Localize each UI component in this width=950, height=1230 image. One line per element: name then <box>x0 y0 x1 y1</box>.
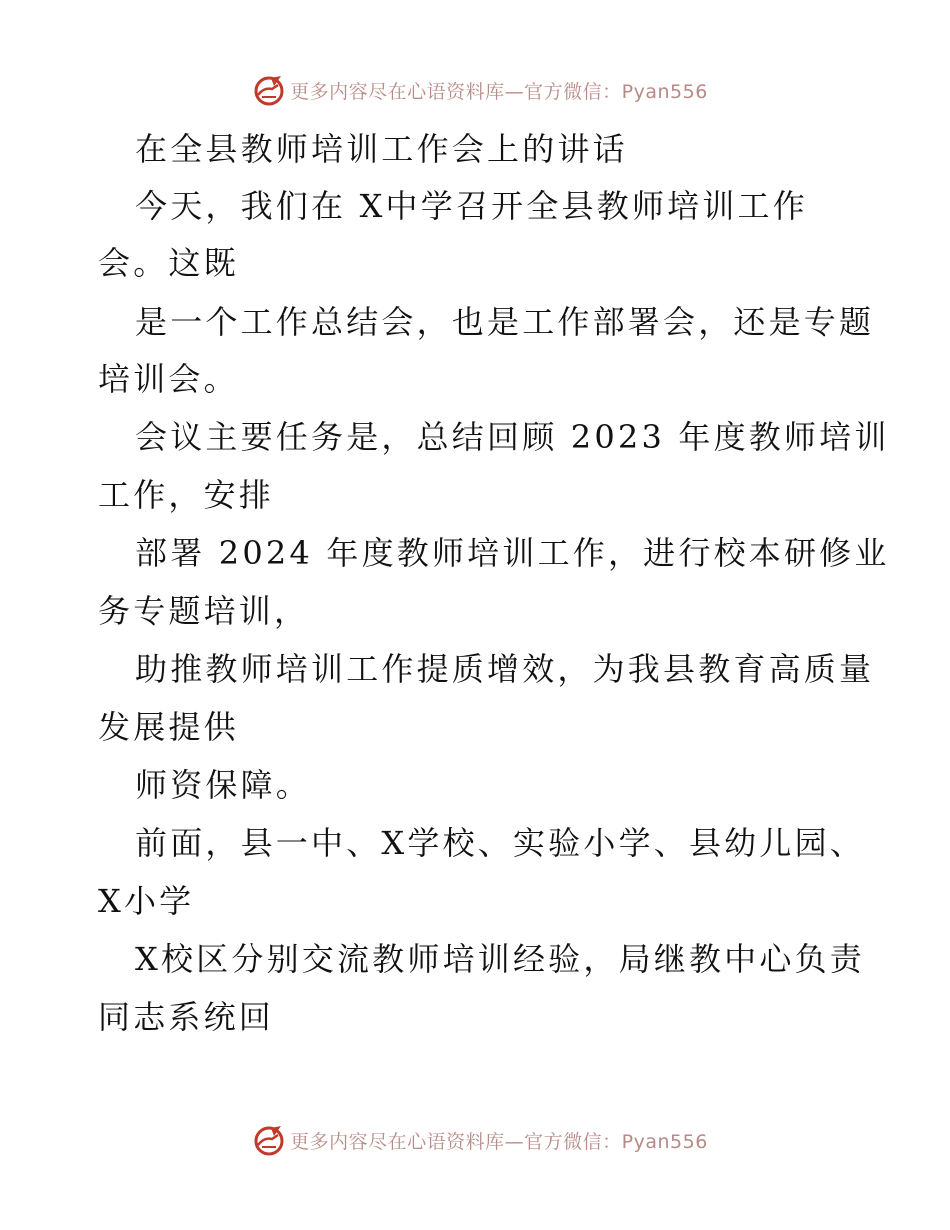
paragraph-line: 会议主要任务是，总结回顾 2023 年度教师培训 <box>135 418 890 456</box>
paragraph-line: 会。这既 <box>98 244 239 282</box>
paragraph-line: X小学 <box>98 882 195 920</box>
paragraph-line: X校区分别交流教师培训经验，局继教中心负责 <box>135 940 865 978</box>
paragraph-line: 部署 2024 年度教师培训工作，进行校本研修业 <box>135 534 890 572</box>
paragraph-line: 今天，我们在 X中学召开全县教师培训工作 <box>135 187 808 225</box>
book-pen-logo-icon <box>252 1123 286 1157</box>
book-pen-logo-icon <box>252 73 286 107</box>
header-banner-text: 更多内容尽在心语资料库—官方微信：Pyan556 <box>290 80 708 103</box>
paragraph-line: 同志系统回 <box>98 998 275 1036</box>
header-banner <box>0 70 950 110</box>
footer-banner <box>0 1120 950 1160</box>
paragraph-line: 工作，安排 <box>98 476 275 514</box>
paragraph-line: 培训会。 <box>98 360 239 398</box>
paragraph-line: 师资保障。 <box>135 766 312 804</box>
paragraph-line: 发展提供 <box>98 708 239 746</box>
document-title: 在全县教师培训工作会上的讲话 <box>135 130 628 168</box>
paragraph-line: 前面，县一中、X学校、实验小学、县幼儿园、 <box>135 824 865 862</box>
footer-banner-text: 更多内容尽在心语资料库—官方微信：Pyan556 <box>290 1130 708 1153</box>
paragraph-line: 务专题培训， <box>98 592 310 630</box>
paragraph-line: 助推教师培训工作提质增效，为我县教育高质量 <box>135 650 875 688</box>
paragraph-line: 是一个工作总结会，也是工作部署会，还是专题 <box>135 303 875 341</box>
